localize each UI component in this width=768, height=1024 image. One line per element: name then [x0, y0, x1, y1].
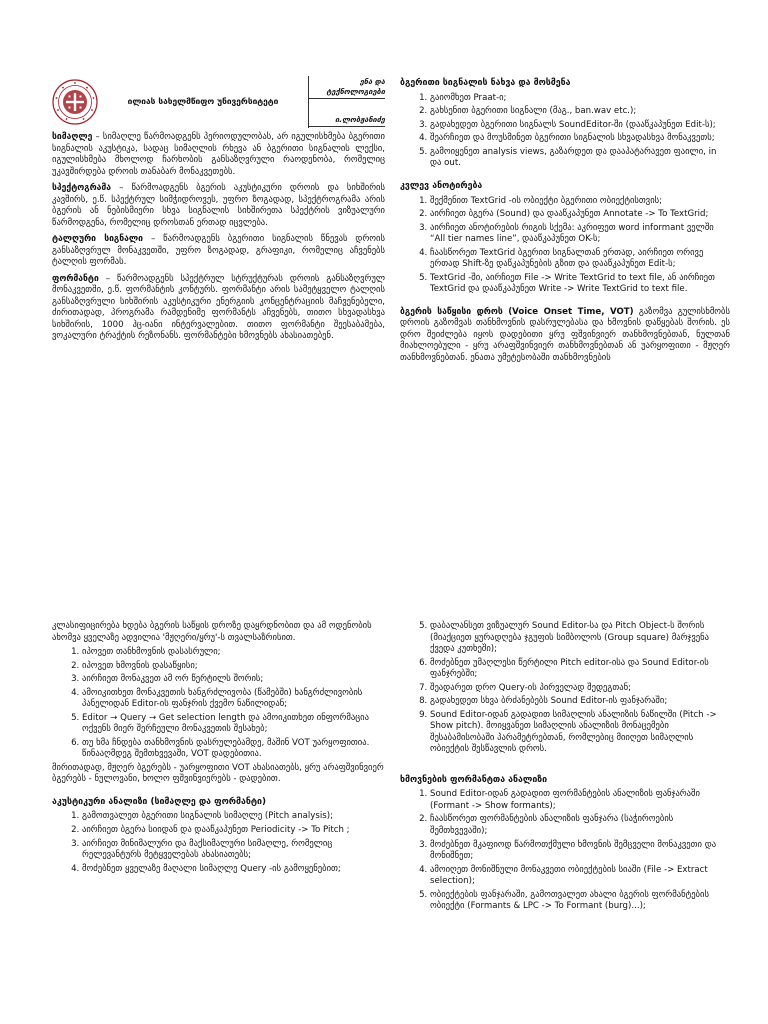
definition-text: – წარმოადგენს ბგერის აკუსტიკური დროის და სიხშირის კავშირს, ე.წ. სპექტრულ სიმჭიდროვეს, უფრო ზოგადად, სპექტროგრამა არის ბგერის ან ნებისმიერი სხვა სიგნალის სიხშირეთა სპექტრის ვიზუალური წარმოდგენა, რომელიც დროსთან ერთად იცვლება. — [52, 183, 385, 228]
subject-line: ენა და ტექნოლოგიები — [309, 77, 385, 99]
university-seal-icon — [52, 79, 98, 125]
definition-term: ტალღური სიგნალი — [52, 234, 143, 245]
right-column-top — [400, 78, 730, 369]
list-item: 6. მოძებნეთ უმაღლესი წერტილი Pitch editor-ისა და Sound Editor-ის ფანჯრებში; — [430, 658, 730, 681]
list-item: 1. Sound Editor-იდან გადადით ფორმანტების ანალიზის ფანჯარაში (Formant -> Show formants); — [430, 789, 730, 812]
section-title-formant-analysis: ხმოვნების ფორმანტთა ანალიზი — [400, 774, 548, 785]
vot-term: ბგერის საწყისი დროს (Voice Onset Time, VOT) — [400, 306, 634, 317]
definition-spectrogram — [52, 183, 385, 229]
section-title-annotation: კვლევ ანოტირება — [400, 180, 483, 191]
list-item: 5. გამოიყენეთ analysis views, გაზარდეთ და დააპატარავეთ ფაილი, in და out. — [430, 147, 730, 170]
list-pitch-steps — [400, 621, 730, 756]
definition-text: – სიმაღლე წარმოადგენს პერიოდულობას, არ იგულისხმება ბგერითი სიგნალის აკუსტიკა, სადაც სიმაღლის რხევა ან ბგერითი სიგნალის ლექსი, იგულისხმება მხოლოდ ჩარხობის განსაზღვრული რაოდენობა, რომელიც უკავშირდება დროის თანაბარ მონაკვეთებს. — [52, 132, 385, 177]
definition-text: – წარმოადგენს სპექტრულ სტრუქტურას დროის განსაზღვრულ მონაკვეთში, ე.წ. ფორმანტის კონტურს. ფორმანტი არის სამეტყველო ტალღის განსაზღვრული სიხშირის აკუსტიკური ენერგიის კონცენტრაციის მაჩვენებელი, ძირითადად, პროგრამა რამდენიმე ფორმანტს აჩვენებს, თითო სხვადასხვა სიხშირის, 1000 ჰც-იანი ინტერვალებით. თითო ფორმანტი შეესაბამება, ვოკალური ტრაქტის რეზონანს. ფორმანტები ხმოვნებს ახასიათებენ. — [52, 273, 385, 342]
vot-intro: კლასიფიცირება ხდება ბგერის საწყის დროზე დაყრდნობით და ამ ოდენობის ახომვა ყველაზე ადვილია 'მჟღერი/ყრუ'-ს თვალსაზრისით. — [52, 621, 372, 643]
list-item: 3. აირჩიეთ მინიმალური და მაქსიმალური სიმაღლე, რომელიც რელევანტურს მეტყველებას ახასიათებს; — [82, 839, 385, 862]
list-acoustic-analysis — [52, 811, 385, 875]
definition-waveform — [52, 234, 385, 269]
list-item: 3. მოძებნეთ მკაფიოდ წარმოთქმული ხმოვნის შემცველი მონაკვეთი და მონიშნეთ; — [430, 840, 730, 863]
list-vot-steps — [52, 647, 385, 761]
list-annotation — [400, 196, 730, 296]
list-item: 5. Editor → Query → Get selection length და ამოიკითხეთ ინფორმაცია ოქვენს მიერ შერჩეული მონაკვეთის შესახებ; — [82, 713, 385, 736]
list-item: 2. აირჩიეთ ბგერა (Sound) და დააწკაპუნეთ Annotate -> To TextGrid; — [430, 209, 730, 221]
header-meta — [308, 76, 385, 128]
section-title-acoustic-analysis: აკუსტიკური ანალიზი (სიმაღლე და ფორმანტი) — [52, 796, 267, 807]
left-column-bottom — [52, 621, 385, 886]
list-item: 5. ობიექტების ფანჯარაში, გამოთვალეთ ახალი ბგერის ფორმანტების ობიექტი (Formants & LPC -> To Formant (burg)...); — [430, 890, 730, 913]
author-name: ი.ლობჟანიძე — [309, 115, 385, 127]
university-name: ილიას სახელმწიფო უნივერსიტეტი — [127, 96, 279, 107]
list-item: 2. გახსენით ბგერითი სიგნალი (მაგ., ban.wav etc.); — [430, 106, 730, 118]
list-item: 2. ჩაასწორეთ ფორმანტების ანალიზის ფანჯარა (საჭიროების შემთხვევაში); — [430, 814, 730, 837]
list-item: 3. აირჩიეთ მონაკვეთ ამ ორ წერტილს შორის; — [82, 674, 385, 686]
list-item: 4. ამოიღეთ მონიშნული მონაკვეთი ობიექტების სიაში (File -> Extract selection); — [430, 865, 730, 888]
definition-term: სპექტოგრამა — [52, 183, 112, 194]
list-item: 4. ჩაასწორეთ TextGrid ბგერით სიგნალთან ერთად, აირჩიეთ ორივე ერთად Shift-ზე დაწკაპუნების გზით და დააწკაპუნეთ Edit-ს; — [430, 248, 730, 271]
left-column-top — [52, 76, 385, 348]
list-view-listen — [400, 93, 730, 170]
definition-term: სიმაღლე — [52, 132, 93, 142]
right-column-bottom — [400, 621, 730, 924]
list-item: 3. გადახედეთ ბგერითი სიგნალს SoundEditor-ში (დააწკაპუნეთ Edit-ს); — [430, 120, 730, 132]
list-item: 3. აირჩიეთ ანოტირების რიგის სქემა: აკრიფეთ word informant ველში “All tier names line”, დააწკაპუნეთ OK-ს; — [430, 223, 730, 246]
list-item: 4. მოძებნეთ ყველაზე მაღალი სიმაღლე Query -ის გამოყენებით; — [82, 864, 385, 876]
list-item: 8. გადახედეთ სხვა ბრძანებებს Sound Editor-ის ფანჯარაში; — [430, 696, 730, 708]
list-item: 1. იპოვეთ თანხმოვნის დასასრული; — [82, 647, 385, 659]
list-item: 4. ამოიკითხეთ მონაკვეთის ხანგრძლივობა (წამებში) ხანგრძლივობის პანელიდან Editor-ის ფანჯრის ქვემო ნაწილიდან; — [82, 688, 385, 711]
list-item: 1. გაიომხეთ Praat-ი; — [430, 93, 730, 105]
list-item: 9. Sound Editor-იდან გადადით სიმაღლის ანალიზის ნაწილში (Pitch -> Show pitch). მოიყვანეთ სიმაღლის ანალიზის მონაცემები შესაბამისობაში პარამეტრებთან, რომლებიც მიიღეთ სიმაღლის ობიექტის შესწავლის დროს. — [430, 710, 730, 756]
list-item: 2. აირჩიეთ ბგერა სიიდან და დააწკაპუნეთ Periodicity -> To Pitch ; — [82, 825, 385, 837]
list-formant-analysis — [400, 789, 730, 912]
definition-term: ფორმანტი — [52, 273, 99, 284]
definition-pitch — [52, 132, 385, 178]
section-title-view-listen: ბგერითი სიგნალის ნახვა და მოსმენა — [400, 78, 571, 88]
document-header — [52, 76, 385, 128]
vot-note: მირითადად, მჟღერ ბგერებს - უარყოფითი VOT ახასიათებს, ყრუ არაფშვინვიერ ბგერებს - ნულოვანი, ხოლო ფშვინვიერებს - დადებით. — [52, 762, 384, 785]
list-item: 1. შექმენით TextGrid -ის ობიექტი ბგერითი ობიექტისთვის; — [430, 196, 730, 208]
list-item: 5. TextGrid -ში, აირჩიეთ File -> Write TextGrid to text file, ან აირჩიეთ TextGrid და დააწკაპუნეთ Write -> Write TextGrid to text file. — [430, 273, 730, 296]
list-item: 4. შეარჩიეთ და მოუსმინეთ ბგერითი სიგნალის სხვადასხვა მონაკვეთს; — [430, 133, 730, 145]
definition-formant — [52, 274, 385, 343]
list-item: 2. იპოვეთ ხმოვნის დასაწყისი; — [82, 661, 385, 673]
vot-text: გაზომვა გულისხმობს დროის გაზომვას თანხმოვნის დასრულებასა და ხმოვნის დაწყებას შორის. ეს დრო შეიძლება იყოს დადებითი ყრუ ფშვინვიერ თანხმოვნებთან, ნულთან მიახლოებული - ყრუ არაფშვინვიერ თანხმოვნებთან ან უარყოფითი - მჟღერ თანხმოვნებთან. ენათა უმეტესობაში თანხმოვნების — [400, 306, 730, 363]
list-item: 1. გამოთვალეთ ბგერითი სიგნალის სიმაღლე (Pitch analysis); — [82, 811, 385, 823]
list-item: 7. შეადარეთ დრო Query-ის პირველად შედეგთან; — [430, 683, 730, 695]
list-item: 5. დაბალანსეთ ვიზუალურ Sound Editor-სა და Pitch Object-ს შორის (მიაქციეთ ყურადღება ჯგუფის სიმბოლოს (Group square) მარჯვენა ქვედა კუთხეში); — [430, 621, 730, 656]
list-item: 6. თუ ხმა ჩნდება თანხმოვნის დასრულებამდე, მაშინ VOT უარყოფითია. წინააღმდეგ შემთხვევაში, VOT დადებითია. — [82, 738, 385, 761]
vot-paragraph — [400, 307, 730, 365]
definition-text: – წარმოადგენს ბგერითი სიგნალის წნევას დროის განსაზღვრულ მონაკვეთში, უფრო ზოგადად, გრაფიკი, რომელიც აჩვენებს ტალღის ფორმას. — [52, 234, 385, 268]
